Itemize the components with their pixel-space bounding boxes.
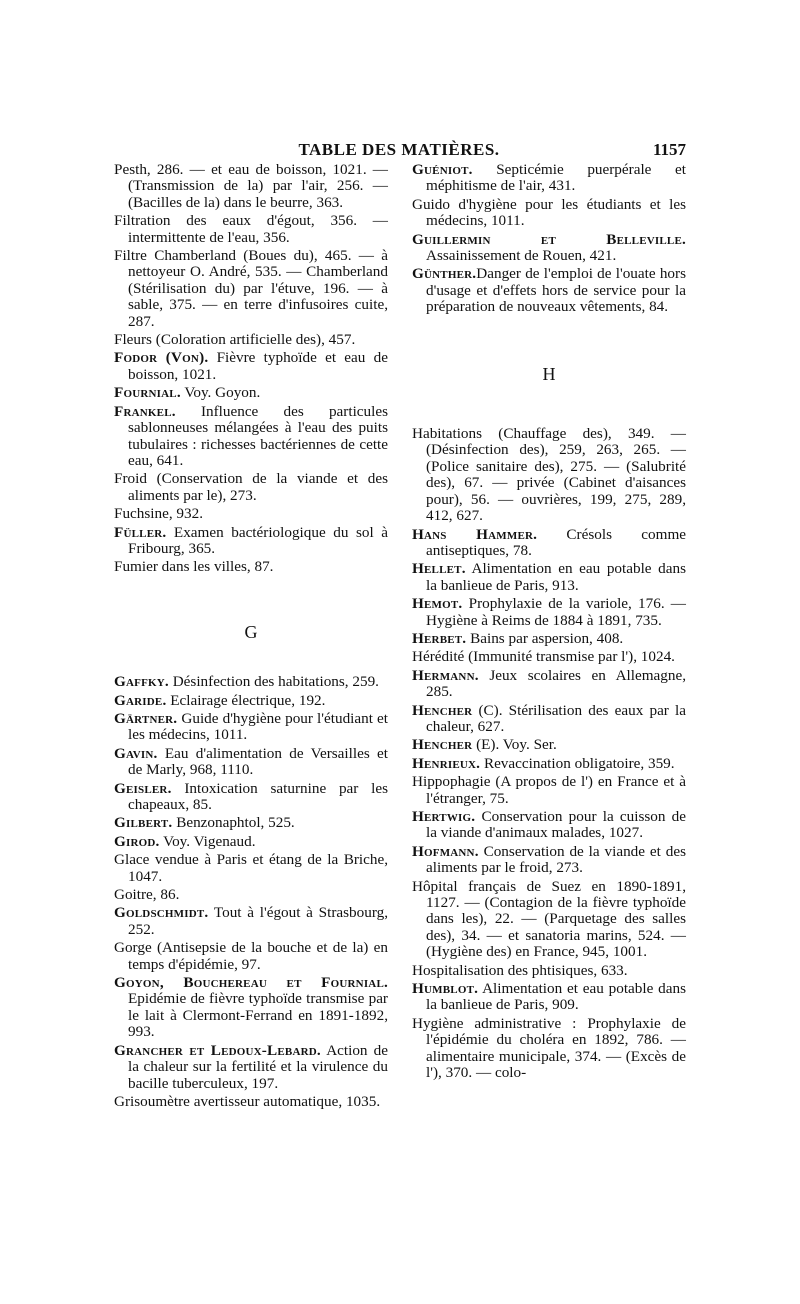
index-entry <box>412 809 686 842</box>
index-entry <box>114 404 388 470</box>
entry-text: Hygiène administrative : Prophylaxie de l'épidémie du choléra en 1892, 786. — alimentaire municipale, 374. — (Excès de l'), 370. — colo- <box>412 1014 686 1082</box>
index-entry <box>412 981 686 1014</box>
entry-text: Action de la chaleur sur la fertilité et la virulence du bacille tuberculeux, 197. <box>128 1041 388 1092</box>
index-entry <box>114 834 388 850</box>
entry-text: Désinfection des habitations, 259. <box>168 673 379 691</box>
index-entry <box>114 674 388 690</box>
entry-text: Hôpital français de Suez en 1890-1891, 1127. — (Contagion de la fièvre typhoïde dans les), 22. — (Parquetage des salles des), 34. — et sanatoria marins, 524. — (Hygiène des) en France, 945, 1001. <box>412 877 686 961</box>
index-entry <box>114 213 388 246</box>
index-entry <box>114 852 388 885</box>
entry-author: Frankel. <box>114 402 176 420</box>
entry-text: Grisoumètre avertisseur automatique, 1035. <box>114 1092 381 1110</box>
entry-author: Guillermin et Belleville. <box>412 230 686 248</box>
index-entry <box>412 631 686 647</box>
entry-text: Septicémie puerpérale et méphitisme de l'air, 431. <box>426 161 686 195</box>
index-entry <box>412 162 686 195</box>
index-entry <box>114 746 388 779</box>
entry-text: Prophylaxie de la variole, 176. — Hygiène à Reims de 1884 à 1891, 735. <box>426 595 686 629</box>
index-entry <box>412 426 686 524</box>
entry-author: Füller. <box>114 523 167 541</box>
entry-text: Froid (Conservation de la viande et des aliments par le), 273. <box>114 470 388 504</box>
index-entry <box>114 385 388 401</box>
entry-author: Grancher et Ledoux-Lebard. <box>114 1041 321 1059</box>
index-entry <box>114 1043 388 1092</box>
entry-author: Hencher <box>412 736 473 754</box>
entry-text: Filtre Chamberland (Boues du), 465. — à nettoyeur O. André, 535. — Chamberland (Stérilisation du) par l'étuve, 196. — à sable, 375. — en terre d'infusoires cuite, 287. <box>114 247 388 330</box>
index-entry <box>114 350 388 383</box>
section-letter-h: H <box>542 363 556 384</box>
entry-text: Examen bactériologique du sol à Fribourg, 365. <box>128 523 388 557</box>
entry-author: Garide. <box>114 691 167 709</box>
entry-text: Alimentation en eau potable dans la banlieue de Paris, 913. <box>426 560 686 594</box>
entry-text: (C). Stérilisation des eaux par la chaleur, 627. <box>426 701 686 735</box>
entry-author: Hellet. <box>412 560 466 578</box>
entry-author: Humblot. <box>412 980 479 998</box>
entry-text: (E). Voy. Ser. <box>472 736 557 754</box>
entry-text: Hérédité (Immunité transmise par l'), 1024. <box>412 648 675 666</box>
entry-text: Eau d'alimentation de Versailles et de Marly, 968, 1110. <box>128 744 388 779</box>
index-entry <box>114 471 388 504</box>
entry-text: Hippophagie (A propos de l') en France et à l'étranger, 75. <box>412 773 686 807</box>
entry-text: Epidémie de fièvre typhoïde transmise par le lait à Clermont-Ferrand en 1891-1892, 993. <box>128 990 388 1041</box>
index-entry <box>412 737 686 753</box>
entry-author: Fournial. <box>114 384 181 402</box>
index-entry <box>114 815 388 831</box>
entry-text: Eclairage électrique, 192. <box>166 691 326 709</box>
index-entry <box>114 525 388 558</box>
entry-author: Hertwig. <box>412 808 476 825</box>
index-entry <box>114 506 388 522</box>
index-entry <box>114 248 388 330</box>
index-entry <box>114 559 388 575</box>
entries-h-list <box>412 426 686 1081</box>
entry-author: Geisler. <box>114 779 172 797</box>
index-entry <box>412 879 686 961</box>
index-entry <box>114 162 388 211</box>
entry-author: Herbet. <box>412 629 467 647</box>
index-entry <box>114 711 388 744</box>
index-entry <box>114 693 388 709</box>
running-title: TABLE DES MATIÈRES. <box>298 140 500 159</box>
entry-text: Revaccination obligatoire, 359. <box>480 754 675 772</box>
entry-text: Tout à l'égout à Strasbourg, 252. <box>128 904 388 938</box>
entry-author: Gavin. <box>114 744 158 762</box>
entry-text: Voy. Vigenaud. <box>159 832 256 850</box>
entry-text: Bains par aspersion, 408. <box>466 629 624 647</box>
entry-text: Fièvre typhoïde et eau de boisson, 1021. <box>128 349 388 383</box>
entry-author: Guéniot. <box>412 161 473 178</box>
right-column <box>412 162 686 1084</box>
entry-text: Guide d'hygiène pour l'étudiant et les médecins, 1011. <box>128 709 388 744</box>
index-entry <box>412 756 686 772</box>
index-entry <box>412 232 686 265</box>
entry-text: Gorge (Antisepsie de la bouche et de la) en temps d'épidémie, 97. <box>114 939 388 973</box>
entries-g-continued-list <box>412 162 686 316</box>
left-column <box>114 162 388 1112</box>
entry-text: Fumier dans les villes, 87. <box>114 558 274 576</box>
entry-text: Intoxication saturnine par les chapeaux, 85. <box>128 779 388 813</box>
entry-text: Voy. Goyon. <box>180 384 261 402</box>
entry-text: Conservation pour la cuisson de la viande d'animaux malades, 1027. <box>426 808 686 842</box>
entry-author: Hofmann. <box>412 842 479 860</box>
entry-author: Günther. <box>412 265 477 283</box>
entry-text: Filtration des eaux d'égout, 356. — intermittente de l'eau, 356. <box>114 212 388 246</box>
index-entry <box>412 527 686 560</box>
index-entry <box>114 887 388 903</box>
entry-author: Goyon, Bouchereau et Fournial. <box>114 974 388 992</box>
index-entry <box>412 844 686 877</box>
entry-text: Assainissement de Rouen, 421. <box>426 247 617 265</box>
index-entry <box>412 668 686 701</box>
entry-text: Danger de l'emploi de l'ouate hors d'usage et d'effets hors de service pour la préparation de nouveaux vêtements, 84. <box>426 265 686 316</box>
entry-author: Hemot. <box>412 595 463 613</box>
index-entry <box>412 963 686 979</box>
entry-author: Hans Hammer. <box>412 525 538 543</box>
entry-author: Hermann. <box>412 666 479 684</box>
entry-author: Hencher <box>412 701 473 719</box>
entry-text: Fuchsine, 932. <box>114 505 204 523</box>
index-entry <box>114 332 388 348</box>
entry-author: Fodor (Von). <box>114 349 209 367</box>
entry-author: Gilbert. <box>114 814 173 832</box>
entry-author: Gaffky. <box>114 673 169 691</box>
entry-text: Crésols comme antiseptiques, 78. <box>426 525 686 559</box>
entry-author: Girod. <box>114 832 160 850</box>
index-entry <box>114 781 388 814</box>
index-entry <box>412 197 686 230</box>
index-entry <box>412 596 686 629</box>
entry-text: Glace vendue à Paris et étang de la Briche, 1047. <box>114 851 388 885</box>
index-entry <box>412 1016 686 1082</box>
entry-text: Pesth, 286. — et eau de boisson, 1021. — (Transmission de la) par l'air, 256. — (Bacilles de la) dans le beurre, 363. <box>114 161 388 211</box>
entries-g-list <box>114 674 388 1110</box>
entry-author: Gärtner. <box>114 709 178 727</box>
index-entry <box>114 1094 388 1110</box>
index-entry <box>114 940 388 973</box>
entry-text: Jeux scolaires en Allemagne, 285. <box>426 666 686 701</box>
index-entry <box>412 561 686 594</box>
entry-text: Guido d'hygiène pour les étudiants et les médecins, 1011. <box>412 195 686 230</box>
entry-text: Influence des particules sablonneuses mélangées à l'eau des puits tubulaires : richesses bactériennes de cette eau, 641. <box>128 402 388 469</box>
index-entry <box>114 975 388 1041</box>
section-letter-g: G <box>244 621 258 642</box>
entry-text: Habitations (Chauffage des), 349. — (Désinfection des), 259, 263, 265. — (Police sanitaire des), 275. — (Salubrité des), 67. — privée (Cabinet d'aisances pour), 56. — ouvrières, 199, 275, 289, 412, 627. <box>412 425 686 525</box>
index-entry <box>412 703 686 736</box>
index-entry <box>412 266 686 315</box>
entry-author: Henrieux. <box>412 754 481 772</box>
entry-text: Hospitalisation des phtisiques, 633. <box>412 961 628 979</box>
index-entry <box>412 774 686 807</box>
entry-author: Goldschmidt. <box>114 904 209 922</box>
page-number: 1157 <box>652 140 686 159</box>
entry-text: Fleurs (Coloration artificielle des), 457. <box>114 331 356 349</box>
entry-text: Benzonaphtol, 525. <box>172 814 295 832</box>
index-entry <box>412 649 686 665</box>
entry-text: Goitre, 86. <box>114 886 180 904</box>
index-entry <box>114 905 388 938</box>
entries-f-list <box>114 162 388 576</box>
entry-text: Alimentation et eau potable dans la banlieue de Paris, 909. <box>426 980 686 1014</box>
entry-text: Conservation de la viande et des aliments par le froid, 273. <box>426 842 686 877</box>
